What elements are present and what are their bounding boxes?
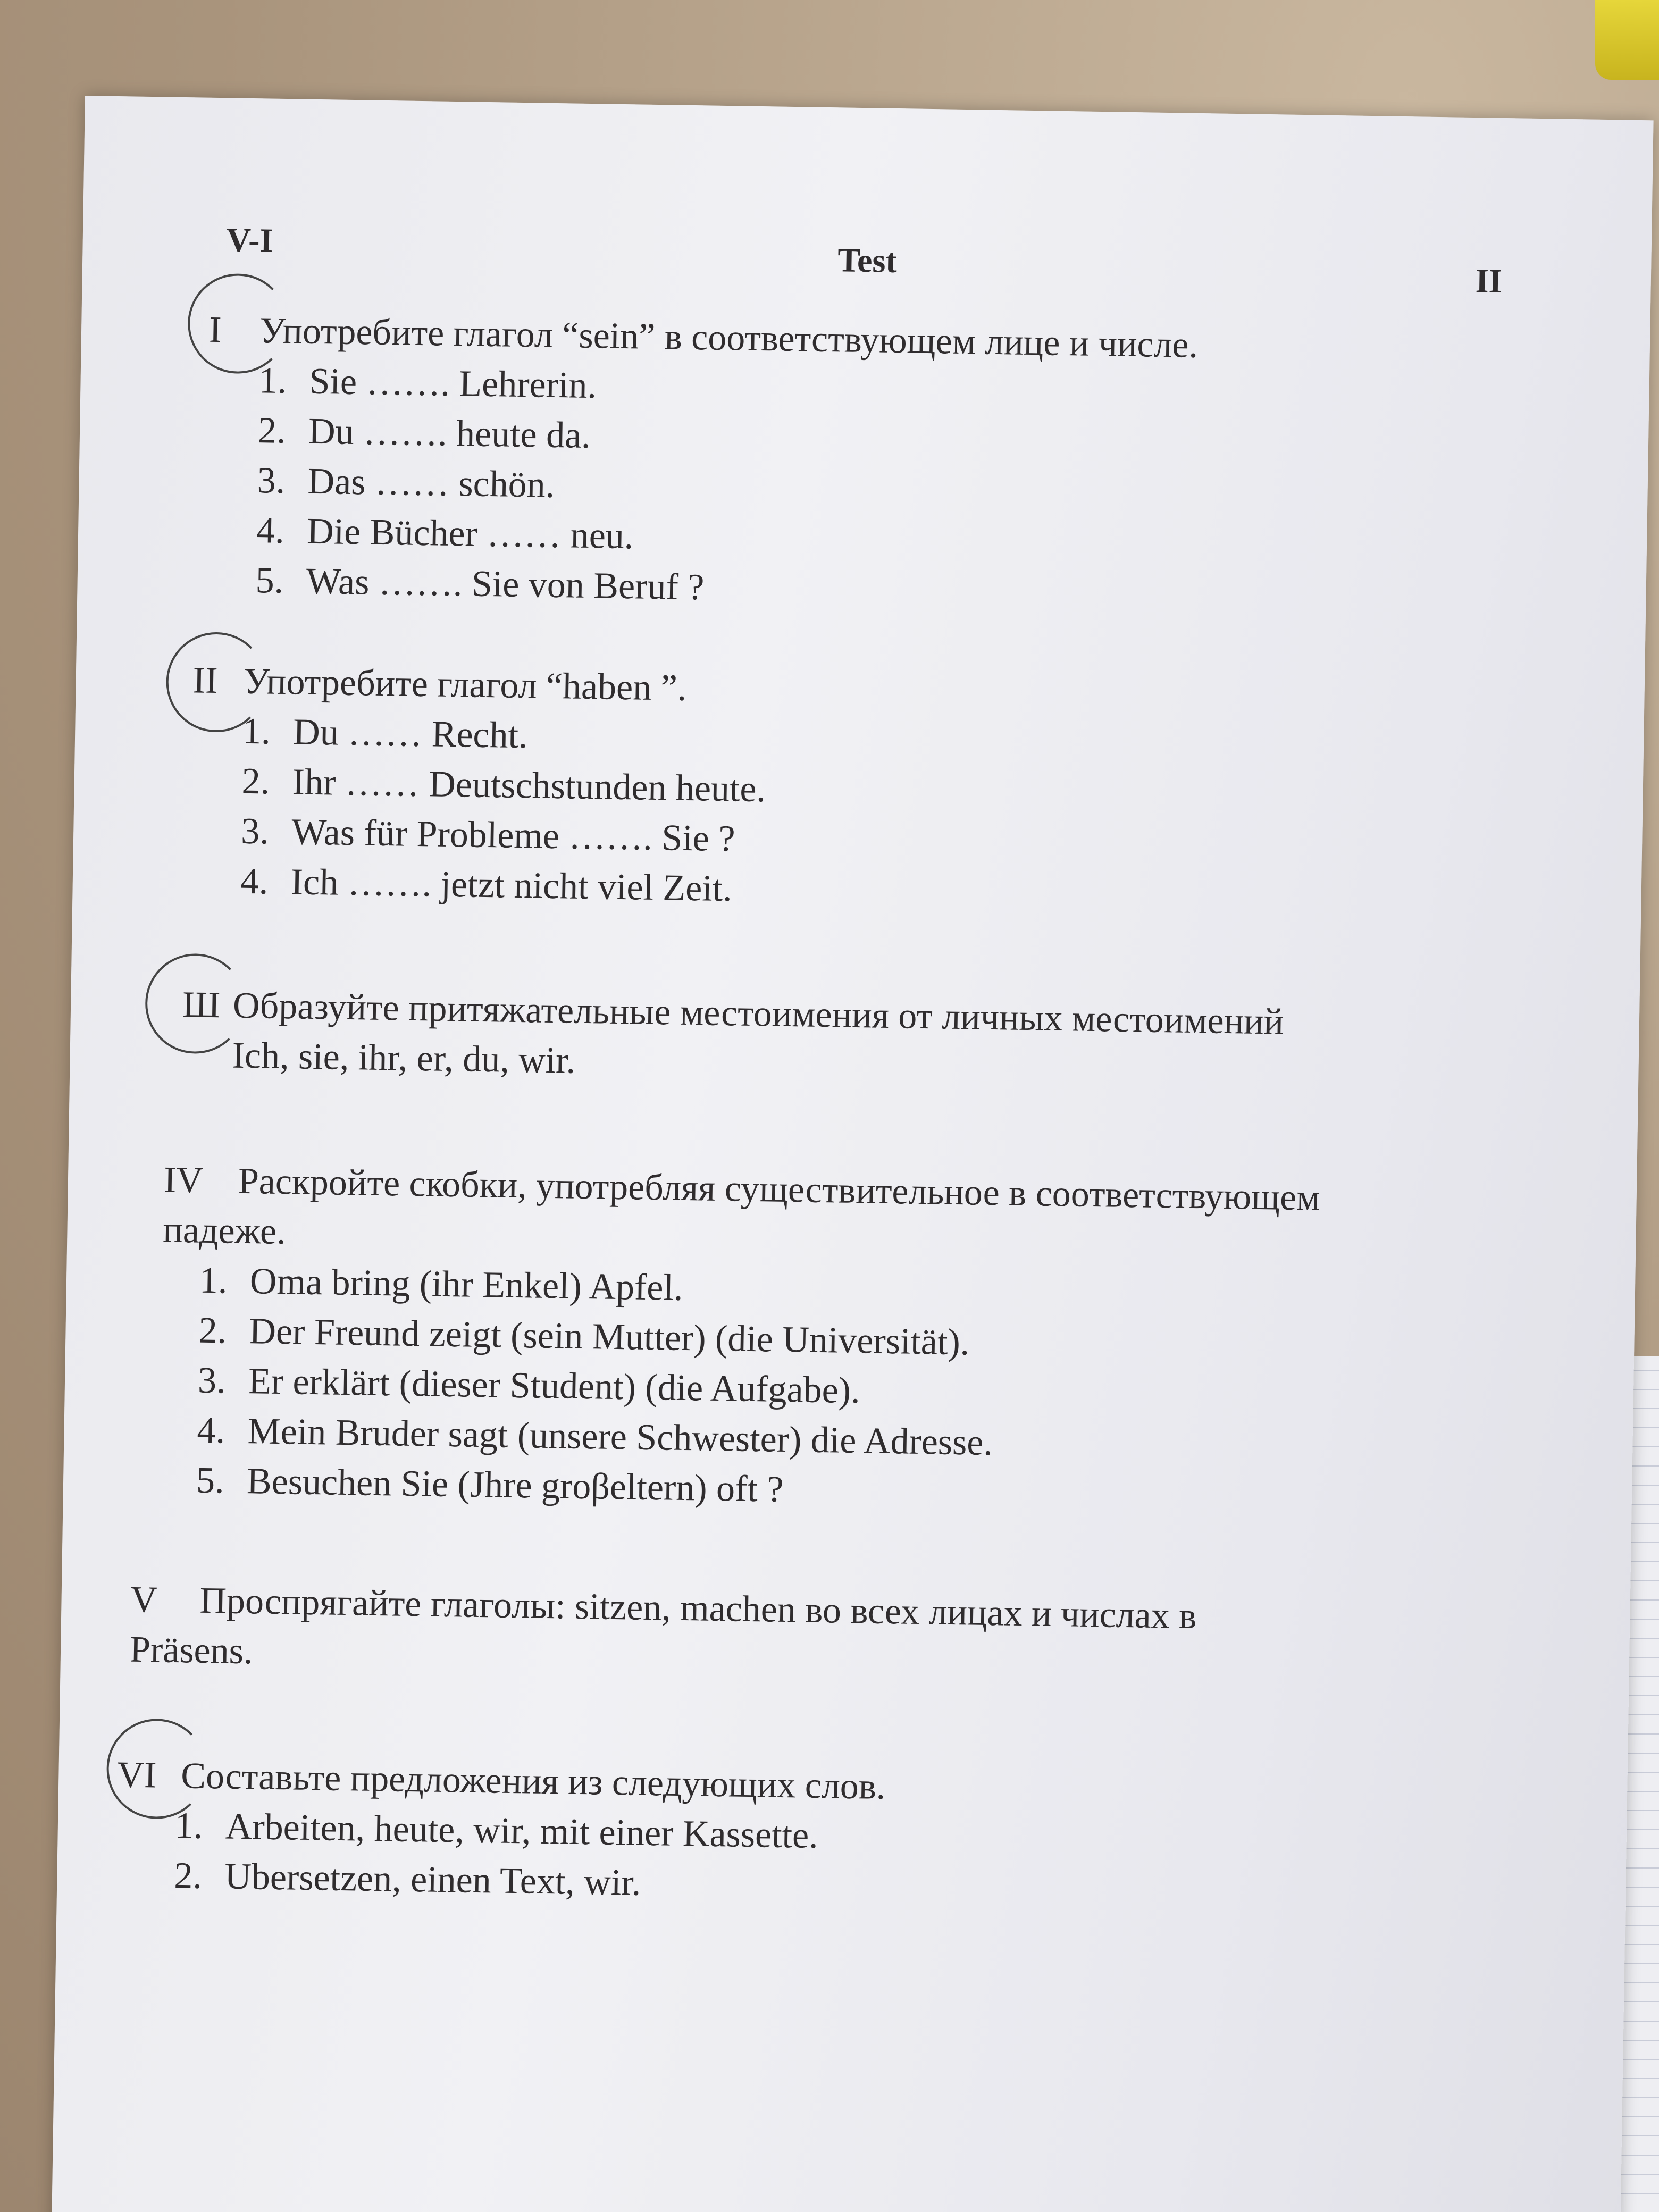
task-subline: Ich, sie, ihr, er, du, wir. — [232, 1035, 576, 1082]
task-section-1 — [205, 305, 1199, 621]
item-text: Das …… schön. — [307, 460, 555, 506]
item-number: 4. — [256, 510, 285, 551]
item-text: Du …… Recht. — [292, 711, 529, 757]
task-subline: Präsens. — [129, 1629, 254, 1672]
item-text: Oma bring (ihr Enkel) Apfel. — [249, 1261, 684, 1309]
item-text: Er erklärt (dieser Student) (die Aufgabe). — [248, 1361, 861, 1412]
sheet-header — [82, 218, 1652, 306]
task-instruction: Составьте предложения из следующих слов. — [180, 1755, 886, 1808]
item-number: 2. — [241, 760, 270, 802]
list-item — [240, 857, 765, 915]
task-section-2 — [189, 656, 768, 915]
list-item — [241, 757, 766, 815]
task-items — [205, 355, 1197, 621]
item-text: Ubersetzen, einen Text, wir. — [224, 1856, 641, 1904]
item-number: 3. — [197, 1360, 227, 1402]
item-number: 1. — [199, 1260, 228, 1302]
item-number: 3. — [257, 460, 286, 501]
item-number: 2. — [198, 1310, 227, 1352]
task-instruction: Образуйте притяжательные местоимения от личных местоимений — [232, 985, 1284, 1043]
test-title: Test — [837, 241, 898, 280]
task-section-5 — [129, 1575, 1197, 1691]
item-text: Was für Probleme ……. Sie ? — [291, 811, 736, 860]
task-number: IV — [163, 1159, 204, 1201]
task-number: I — [208, 309, 222, 351]
variant-label: V-I — [226, 221, 274, 259]
item-text: Was ……. Sie von Beruf ? — [306, 560, 705, 608]
item-number: 1. — [258, 360, 287, 402]
task-items — [189, 706, 767, 915]
task-number: VI — [116, 1754, 157, 1796]
yellow-pencil — [1595, 0, 1659, 80]
task-number: Ш — [182, 984, 221, 1026]
task-heading — [192, 656, 768, 715]
item-number: 2. — [257, 410, 287, 452]
item-text: Der Freund zeigt (sein Mutter) (die Universität). — [248, 1311, 970, 1363]
task-instruction: Проспрягайте глаголы: sitzen, machen во всех лицах и числах в — [199, 1580, 1197, 1637]
task-subline: падеже. — [162, 1209, 287, 1253]
item-text: Ich ……. jetzt nicht viel Zeit. — [290, 861, 733, 910]
list-item — [242, 707, 767, 765]
task-section-6 — [115, 1750, 886, 1912]
item-number: 1. — [242, 710, 271, 752]
task-section-3 — [181, 980, 1284, 1097]
task-instruction: Раскройте скобки, употребляя существительное в соответствующем — [238, 1160, 1321, 1219]
item-text: Die Bücher …… neu. — [306, 510, 634, 557]
task-items — [115, 1800, 885, 1912]
task-items — [158, 1255, 1319, 1523]
item-number: 5. — [196, 1460, 225, 1502]
item-number: 5. — [255, 560, 284, 601]
item-number: 1. — [174, 1805, 204, 1847]
task-instruction: Употребите глагол “sein” в соответствующем лице и числе. — [259, 310, 1199, 366]
test-sheet — [51, 96, 1654, 2212]
item-text: Besuchen Sie (Jhre groβeltern) oft ? — [246, 1461, 784, 1510]
task-section-4 — [158, 1155, 1320, 1523]
item-number: 4. — [196, 1410, 225, 1452]
part-number: II — [1475, 262, 1503, 300]
item-number: 2. — [173, 1855, 203, 1897]
sheet-content — [51, 96, 1654, 2212]
task-number: V — [130, 1579, 158, 1621]
item-text: Mein Bruder sagt (unsere Schwester) die Adresse. — [247, 1411, 993, 1464]
item-text: Sie ……. Lehrerin. — [309, 361, 597, 407]
item-text: Du ……. heute da. — [308, 410, 591, 457]
item-number: 4. — [240, 860, 269, 902]
list-item — [241, 807, 766, 865]
task-instruction: Употребите глагол “haben ”. — [243, 660, 687, 709]
item-text: Arbeiten, heute, wir, mit einer Kassette. — [225, 1806, 819, 1857]
item-text: Ihr …… Deutschstunden heute. — [292, 761, 766, 810]
item-number: 3. — [240, 810, 270, 852]
task-number: II — [192, 660, 218, 702]
